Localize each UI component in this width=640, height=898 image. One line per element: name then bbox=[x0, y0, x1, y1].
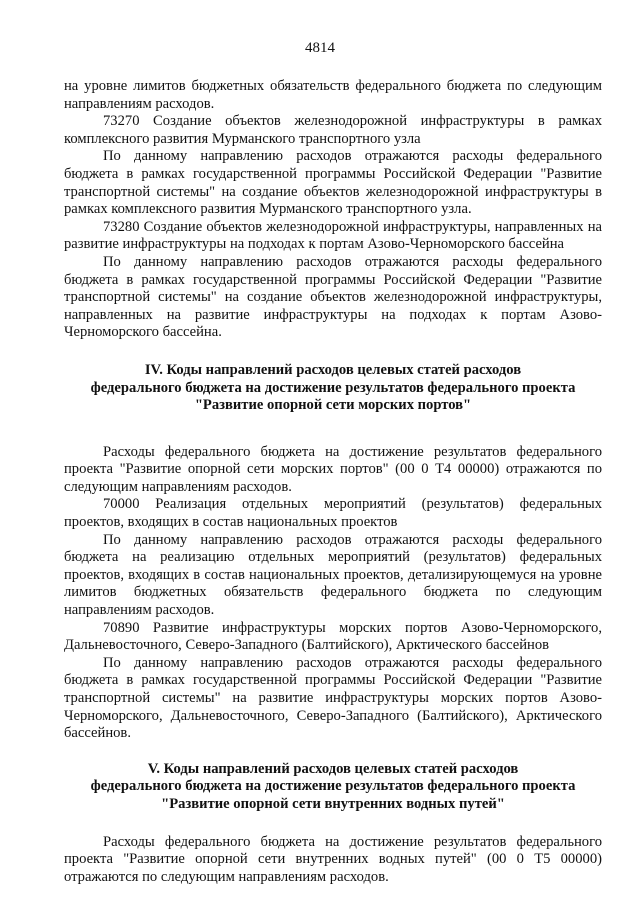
section-heading-v-line: федерального бюджета на достижение результатов федерального проекта bbox=[90, 778, 576, 795]
paragraph-intro: на уровне лимитов бюджетных обязательств федерального бюджета по следующим направлениям расходов. bbox=[64, 78, 602, 112]
code-description-73280: По данному направлению расходов отражаются расходы федерального бюджета в рамках государственной программы Российской Федерации "Развитие транспортной системы" на создание объектов железнодорожной инфраструктуры, направленных на развитие инфраструктуры на подходах к портам Азово-Черноморского бассейна. bbox=[64, 253, 602, 341]
code-description-70890: По данному направлению расходов отражаются расходы федерального бюджета в рамках государственной программы Российской Федерации "Развитие транспортной системы" на развитие инфраструктуры морских портов Азово-Черноморского, Дальневосточного, Северо-Западного (Балтийского), Арктического бассейнов. bbox=[64, 654, 602, 742]
code-entry-73270: 73270 Создание объектов железнодорожной инфраструктуры в рамках комплексного развития Мурманского транспортного узла bbox=[64, 113, 602, 147]
section-v-intro: Расходы федерального бюджета на достижение результатов федерального проекта "Развитие опорной сети внутренних водных путей" (00 0 Т5 00000) отражаются по следующим направлениям расходов. bbox=[64, 833, 602, 885]
section-heading-iv-line: IV. Коды направлений расходов целевых статей расходов bbox=[144, 361, 522, 378]
code-description-73270: По данному направлению расходов отражаются расходы федерального бюджета в рамках государственной программы Российской Федерации "Развитие транспортной системы" на создание объектов железнодорожной инфраструктуры в рамках комплексного развития Мурманского транспортного узла. bbox=[64, 148, 602, 218]
code-description-70000: По данному направлению расходов отражаются расходы федерального бюджета на реализацию отдельных мероприятий (результатов) федеральных проектов, входящих в состав национальных проектов, детализирующемуся на уровне лимитов бюджетных обязательств федерального бюджета по следующим направлениям расходов. bbox=[64, 531, 602, 619]
section-heading-v-line: "Развитие опорной сети внутренних водных путей" bbox=[161, 795, 505, 812]
section-heading-iv bbox=[64, 362, 602, 415]
section-heading-iv-line: федерального бюджета на достижение результатов федерального проекта bbox=[90, 379, 576, 396]
section-heading-v-line: V. Коды направлений расходов целевых статей расходов bbox=[147, 760, 519, 777]
section-heading-v bbox=[64, 761, 602, 814]
code-entry-73280: 73280 Создание объектов железнодорожной инфраструктуры, направленных на развитие инфраструктуры на подходах к портам Азово-Черноморского бассейна bbox=[64, 218, 602, 253]
section-iv-intro: Расходы федерального бюджета на достижение результатов федерального проекта "Развитие опорной сети морских портов" (00 0 Т4 00000) отражаются по следующим направлениям расходов. bbox=[64, 443, 602, 495]
page-number: 4814 bbox=[305, 40, 335, 56]
document-body bbox=[64, 78, 602, 886]
code-entry-70000: 70000 Реализация отдельных мероприятий (результатов) федеральных проектов, входящих в состав национальных проектов bbox=[64, 496, 602, 531]
code-entry-70890: 70890 Развитие инфраструктуры морских портов Азово-Черноморского, Дальневосточного, Северо-Западного (Балтийского), Арктического бассейнов bbox=[64, 619, 602, 654]
section-heading-iv-line: "Развитие опорной сети морских портов" bbox=[194, 397, 472, 414]
